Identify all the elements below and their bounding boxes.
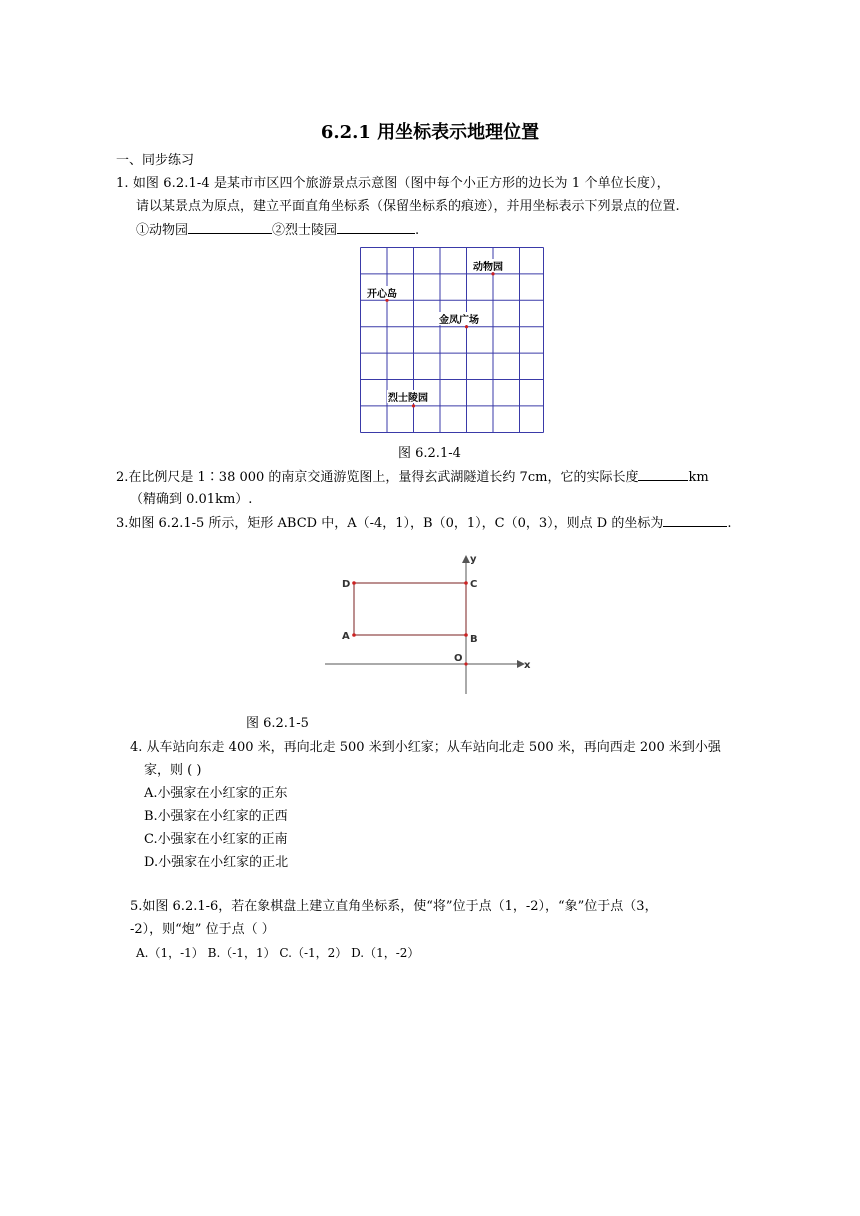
cemetery-point	[412, 404, 415, 407]
label-d: D	[342, 579, 351, 590]
page-title: 6.2.1 用坐标表示地理位置	[320, 122, 540, 143]
section-heading: 一、同步练习	[116, 153, 195, 168]
rectangle-abcd	[354, 583, 466, 635]
label-x: x	[524, 660, 531, 671]
q1-line1: 1. 如图 6.2.1-4 是某市市区四个旅游景点示意图（图中每个小正方形的边长为 1 个单位长度），	[116, 176, 670, 191]
q5-line1: 5.如图 6.2.1-6，若在象棋盘上建立直角坐标系，使“将”位于点（1，-2），“象”位于点（3，	[130, 899, 658, 914]
q1-period: .	[415, 223, 420, 238]
q5-options: A.（1，-1） B.（-1，1） C.（-1，2） D.（1，-2）	[136, 946, 420, 960]
q4-line1: 4. 从车站向东走 400 米，再向北走 500 米到小红家；从车站向北走 500 米，再向西走 200 米到小强	[130, 740, 721, 755]
q1-blank2-label: ②烈士陵园	[272, 223, 338, 238]
q2-text: 2.在比例尺是 1∶38 000 的南京交通游览图上，量得玄武湖隧道长约 7cm，它的实际长度	[116, 470, 639, 485]
point-c	[464, 581, 468, 585]
point-a	[352, 633, 356, 637]
q3-text: 3.如图 6.2.1-5 所示，矩形 ABCD 中，A（-4，1），B（0，1），C（0，3），则点 D 的坐标为	[116, 516, 664, 531]
q4-option-b: B.小强家在小红家的正西	[144, 809, 288, 824]
q2-unit: km	[688, 470, 709, 485]
q3-line1	[116, 514, 731, 533]
q1-blank1-label: ①动物园	[136, 223, 189, 238]
label-y: y	[470, 554, 477, 565]
q1-answer-blank-1[interactable]	[188, 221, 272, 234]
label-a: A	[342, 631, 350, 642]
q4-option-d: D.小强家在小红家的正北	[144, 855, 289, 870]
label-c: C	[470, 579, 478, 590]
figure-6-2-1-5-rectangle	[320, 548, 540, 698]
figure-6-2-1-4-grid-map	[356, 245, 548, 437]
label-square: 金凤广场	[439, 315, 479, 326]
point-o	[464, 662, 467, 665]
figure-caption-2: 图 6.2.1-5	[246, 716, 309, 731]
q1-line3	[136, 221, 419, 240]
q4-option-a: A.小强家在小红家的正东	[144, 786, 288, 801]
label-b: B	[470, 634, 478, 645]
q2-line1	[116, 468, 709, 487]
q2-line2: （精确到 0.01km）.	[130, 492, 253, 507]
q3-period: .	[727, 516, 732, 531]
q3-answer-blank[interactable]	[663, 514, 727, 527]
q4-line2: 家，则 ( )	[144, 763, 202, 778]
q2-answer-blank[interactable]	[638, 468, 688, 481]
label-o: O	[454, 653, 463, 664]
label-island: 开心岛	[367, 289, 397, 300]
grid-lines	[361, 248, 544, 433]
q1-line2: 请以某景点为原点，建立平面直角坐标系（保留坐标系的痕迹），并用坐标表示下列景点的位置.	[136, 199, 680, 214]
label-cemetery: 烈士陵园	[388, 393, 428, 404]
point-b	[464, 633, 468, 637]
label-zoo: 动物园	[473, 262, 503, 273]
q5-line2: -2），则“炮” 位于点（ ）	[130, 922, 275, 937]
figure-caption-1: 图 6.2.1-4	[398, 446, 461, 461]
point-d	[352, 581, 356, 585]
q1-answer-blank-2[interactable]	[337, 221, 415, 234]
q4-option-c: C.小强家在小红家的正南	[144, 832, 288, 847]
